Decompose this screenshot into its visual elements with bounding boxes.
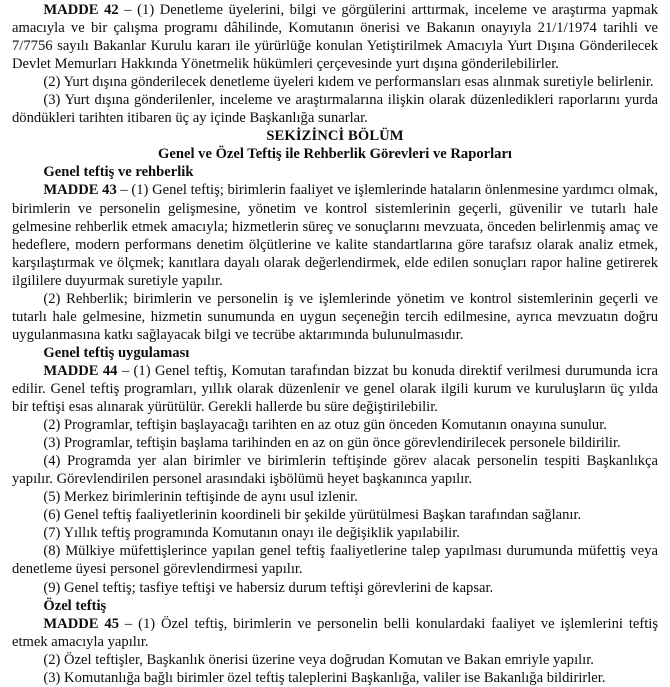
chapter-subtitle: Genel ve Özel Teftiş ile Rehberlik Görevleri ve Raporları [158,146,512,163]
paragraph-madde-44-8: (8) Mülkiye müfettişlerince yapılan genel teftiş faaliyetlerine talep yapılması durumunda müfettiş veya denetleme üyesi personel görevlendirmesi yapılır. [12,543,658,578]
paragraph-madde-44-6: (6) Genel teftiş faaliyetlerinin koordineli bir şekilde yürütülmesi Başkan tarafından sağlanır. [43,507,582,524]
paragraph-madde-43-1 [12,181,658,289]
paragraph-madde-44-4: (4) Programda yer alan birimler ve birimlerin teftişinde görev alacak personelin tespiti Başkanlıkça yapılır. Görevlendirilen personel arasındaki işbölümü heyet başkanınca yapılır. [12,453,658,488]
paragraph-madde-45-3: (3) Komutanlığa bağlı birimler özel teftiş taleplerini Başkanlığa, valiler ise Bakanlığa bildirirler. [43,669,606,686]
paragraph-madde-44-1 [12,362,658,416]
paragraph-madde-45-2: (2) Özel teftişler, Başkanlık önerisi üzerine veya doğrudan Komutan ve Bakan emriyle yapılır. [43,651,594,668]
heading-genel-teftis-ve-rehberlik: Genel teftiş ve rehberlik [43,164,194,181]
paragraph-madde-44-2: (2) Programlar, teftişin başlayacağı tarihten en az otuz gün önceden Komutanın onayına sunulur. [43,417,607,434]
paragraph-madde-45-1 [12,615,658,651]
heading-genel-teftis-uygulamasi: Genel teftiş uygulaması [43,344,190,361]
madde-43-1-text: – (1) Genel teftiş; birimlerin faaliyet ve işlemlerinde hataların önlenmesine yardımcı olmak, birimlerin ve personelin gelişmesine, yönetim ve kontrol sistemlerinin geçerli, güvenilir ve tutarlı hale gelmesine rehberlik etmek amacıyla; hizmetlerin süreç ve sonuçlarını mevzuata, önceden belirlenmiş amaç ve hedeflere, modern performans denetim ölçütlerine ve kalite standartlarına göre tarafsız olarak analiz etmek, karşılaştırmak ve ölçmek; kanıtlara dayalı olarak değerlendirmek, elde edilen sonuçları rapor haline getirerek ilgililere duyurmak suretiyle yapılır. [12,182,658,289]
paragraph-madde-42-1 [12,1,658,73]
paragraph-madde-42-3: (3) Yurt dışına gönderilenler, inceleme ve araştırmalarına ilişkin olarak düzenledikleri raporlarını yurda döndükleri tarihten itibaren üç ay içinde Başkanlığa sunarlar. [12,92,658,127]
paragraph-madde-44-9: (9) Genel teftiş; tasfiye teftişi ve habersiz durum teftişi görevlerini de kapsar. [43,579,494,596]
paragraph-madde-43-2: (2) Rehberlik; birimlerin ve personelin iş ve işlemlerinde yönetim ve kontrol sistemlerinin geçerli ve tutarlı hale gelmesine, hizmetin sunumunda en uygun seçeneğin tercih edilmesine, ayrıca mevzuatın doğru uygulanmasına katkı sağlayacak bilgi ve tecrübe aktarımında bulunulmasıdır. [12,290,658,343]
madde-42-1-text: – (1) Denetleme üyelerini, bilgi ve görgülerini arttırmak, inceleme ve araştırma yapmak amacıyla ve bir çalışma programı dâhilinde, Komutanın önerisi ve Bakanın onayıyla 21/1/1974 tarihli ve 7/7756 sayılı Bakanlar Kurulu kararı ile yürürlüğe konulan Yetiştirilmek Amacıyla Yurt Dışına Gönderilecek Devlet Memurları Hakkında Yönetmelik hükümleri çerçevesinde yurt dışına gönderilebilirler. [12,2,658,73]
madde-42-label: MADDE 42 [43,2,119,18]
chapter-title: SEKİZİNCİ BÖLÜM [266,128,404,145]
madde-45-label: MADDE 45 [43,615,119,632]
paragraph-madde-42-2: (2) Yurt dışına gönderilecek denetleme üyeleri kıdem ve performansları esas alınmak suretiyle belirlenir. [43,74,654,91]
madde-43-label: MADDE 43 [43,182,117,199]
madde-45-1-text: – (1) Özel teftiş, birimlerin ve personelin belli konulardaki faaliyet ve işlemlerini teftiş etmek amacıyla yapılır. [12,615,659,650]
paragraph-madde-44-5: (5) Merkez birimlerinin teftişinde de aynı usul izlenir. [43,489,358,506]
madde-44-label: MADDE 44 [43,362,118,379]
paragraph-madde-44-7: (7) Yıllık teftiş programında Komutanın onayı ile değişiklik yapılabilir. [43,525,460,542]
madde-44-1-text: – (1) Genel teftiş, Komutan tarafından bizzat bu konuda direktif verilmesi durumunda icra edilir. Genel teftiş programları, yıllık olarak düzenlenir ve genel olarak ilgili kurum ve kuruluşların üç yılda bir teftişi esas alınarak yürütülür. Gerekli hallerde bu süre değiştirilebilir. [12,362,658,416]
paragraph-madde-44-3: (3) Programlar, teftişin başlama tarihinden en az on gün önce görevlendirilecek personele bildirilir. [43,435,621,452]
heading-ozel-teftis: Özel teftiş [43,597,107,614]
